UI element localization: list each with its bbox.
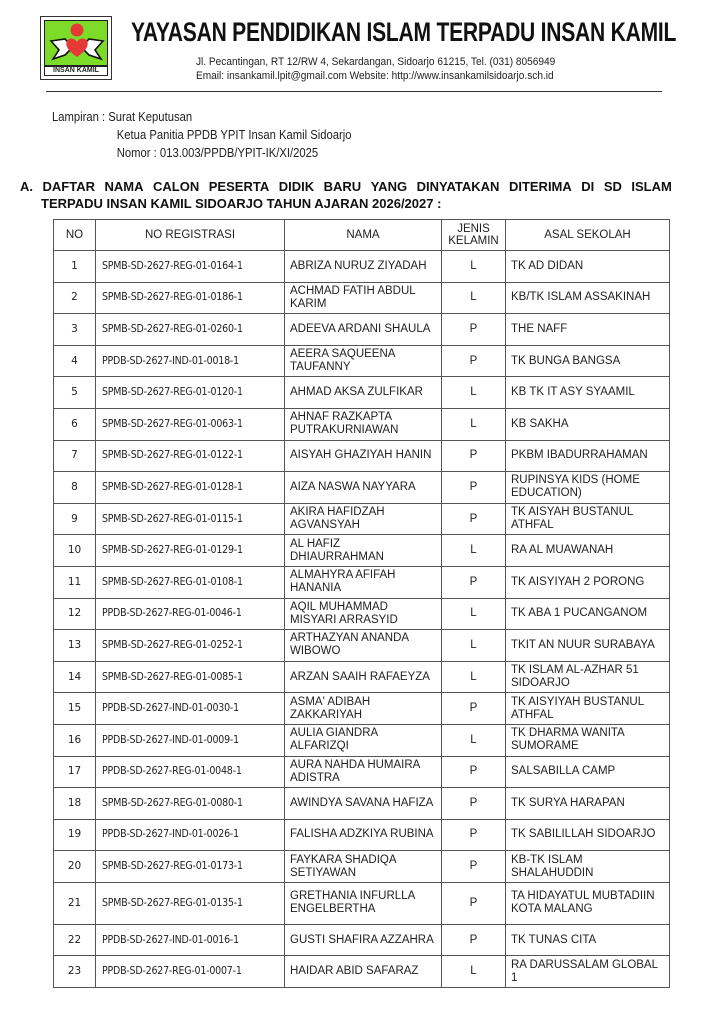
organization-contact: Email: insankamil.lpit@gmail.com Website: http://www.insankamilsidoarjo.sch.id	[196, 70, 554, 82]
table-row	[54, 472, 670, 504]
table-row	[54, 693, 670, 725]
row-number: 18	[54, 788, 96, 820]
header-origin-school: ASAL SEKOLAH	[506, 220, 670, 251]
registration-number: SPMB-SD-2627-REG-01-0252-1	[96, 630, 285, 662]
header-gender	[442, 220, 506, 251]
origin-school: TK DHARMA WANITA SUMORAME	[506, 724, 670, 756]
row-number: 17	[54, 756, 96, 788]
origin-school: SALSABILLA CAMP	[506, 756, 670, 788]
gender: L	[442, 535, 506, 567]
section-title-word: YANG	[370, 179, 408, 194]
table-row	[54, 251, 670, 283]
section-title-word: DIDIK	[278, 179, 315, 194]
registration-number: SPMB-SD-2627-REG-01-0135-1	[96, 882, 285, 924]
row-number: 14	[54, 661, 96, 693]
registration-number: SPMB-SD-2627-REG-01-0108-1	[96, 566, 285, 598]
table-row	[54, 377, 670, 409]
letterhead-divider	[46, 91, 662, 92]
registration-number: PPDB-SD-2627-REG-01-0046-1	[96, 598, 285, 630]
origin-school: TK SABILILLAH SIDOARJO	[506, 819, 670, 851]
registration-number: SPMB-SD-2627-REG-01-0080-1	[96, 788, 285, 820]
registration-number: SPMB-SD-2627-REG-01-0085-1	[96, 661, 285, 693]
gender: P	[442, 756, 506, 788]
section-title-line-2: TERPADU INSAN KAMIL SIDOARJO TAHUN AJARAN 2026/2027 :	[41, 196, 442, 211]
section-title-word: DI	[581, 179, 595, 194]
origin-school: TK ISLAM AL-AZHAR 51 SIDOARJO	[506, 661, 670, 693]
gender: P	[442, 819, 506, 851]
organization-address: Jl. Pecantingan, RT 12/RW 4, Sekardangan, Sidoarjo 61215, Tel. (031) 8056949	[196, 56, 556, 68]
section-title-word: NAMA	[104, 179, 144, 194]
origin-school: TK ABA 1 PUCANGANOM	[506, 598, 670, 630]
origin-school: KB SAKHA	[506, 408, 670, 440]
gender: P	[442, 440, 506, 472]
origin-school: TKIT AN NUUR SURABAYA	[506, 630, 670, 662]
student-name: FALISHA ADZKIYA RUBINA	[285, 819, 442, 851]
section-title-word: CALON	[153, 179, 200, 194]
registration-number: SPMB-SD-2627-REG-01-0115-1	[96, 503, 285, 535]
origin-school: TK AISYIYAH BUSTANUL ATHFAL	[506, 693, 670, 725]
table-row	[54, 503, 670, 535]
table-header-row	[54, 220, 670, 251]
registration-number: SPMB-SD-2627-REG-01-0260-1	[96, 314, 285, 346]
registration-number: SPMB-SD-2627-REG-01-0164-1	[96, 251, 285, 283]
gender: L	[442, 630, 506, 662]
table-row	[54, 345, 670, 377]
table-row	[54, 566, 670, 598]
table-row	[54, 788, 670, 820]
row-number: 12	[54, 598, 96, 630]
origin-school: KB TK IT ASY SYAAMIL	[506, 377, 670, 409]
registration-number: PPDB-SD-2627-IND-01-0009-1	[96, 724, 285, 756]
origin-school: THE NAFF	[506, 314, 670, 346]
section-title-word: DINYATAKAN	[416, 179, 500, 194]
student-name: ACHMAD FATIH ABDUL KARIM	[285, 282, 442, 314]
row-number: 19	[54, 819, 96, 851]
table-row	[54, 756, 670, 788]
row-number: 10	[54, 535, 96, 567]
section-title-word: DITERIMA	[508, 179, 572, 194]
registration-number: SPMB-SD-2627-REG-01-0120-1	[96, 377, 285, 409]
section-title-word: ISLAM	[631, 179, 672, 194]
student-name: AWINDYA SAVANA HAFIZA	[285, 788, 442, 820]
gender: P	[442, 345, 506, 377]
table-row	[54, 630, 670, 662]
accepted-students-table	[53, 219, 670, 988]
gender: L	[442, 598, 506, 630]
attachment-reference	[52, 108, 352, 162]
header-gender-line-1: JENIS	[457, 223, 490, 235]
origin-school: TK AISYIYAH 2 PORONG	[506, 566, 670, 598]
registration-number: PPDB-SD-2627-IND-01-0016-1	[96, 924, 285, 956]
student-name: AULIA GIANDRA ALFARIZQI	[285, 724, 442, 756]
gender: P	[442, 693, 506, 725]
gender: L	[442, 282, 506, 314]
gender: P	[442, 924, 506, 956]
origin-school: TK BUNGA BANGSA	[506, 345, 670, 377]
school-logo	[40, 16, 112, 80]
attachment-line-3: Nomor : 013.003/PPDB/YPIT-IK/XI/2025	[116, 146, 319, 160]
section-title-word: A.	[20, 179, 33, 194]
student-name: AURA NAHDA HUMAIRA ADISTRA	[285, 756, 442, 788]
gender: L	[442, 251, 506, 283]
row-number: 20	[54, 851, 96, 883]
registration-number: SPMB-SD-2627-REG-01-0173-1	[96, 851, 285, 883]
gender: L	[442, 724, 506, 756]
registration-number: SPMB-SD-2627-REG-01-0128-1	[96, 472, 285, 504]
table-row	[54, 314, 670, 346]
student-name: ARTHAZYAN ANANDA WIBOWO	[285, 630, 442, 662]
header-no: NO	[54, 220, 96, 251]
registration-number: PPDB-SD-2627-IND-01-0030-1	[96, 693, 285, 725]
table-row	[54, 440, 670, 472]
registration-number: PPDB-SD-2627-REG-01-0048-1	[96, 756, 285, 788]
origin-school: KB-TK ISLAM SHALAHUDDIN	[506, 851, 670, 883]
origin-school: TK TUNAS CITA	[506, 924, 670, 956]
row-number: 5	[54, 377, 96, 409]
student-name: AIZA NASWA NAYYARA	[285, 472, 442, 504]
header-name: NAMA	[285, 220, 442, 251]
row-number: 22	[54, 924, 96, 956]
attachment-line-2: Ketua Panitia PPDB YPIT Insan Kamil Sidoarjo	[116, 128, 352, 142]
student-name: GRETHANIA INFURLLA ENGELBERTHA	[285, 882, 442, 924]
registration-number: SPMB-SD-2627-REG-01-0186-1	[96, 282, 285, 314]
table-row	[54, 408, 670, 440]
row-number: 15	[54, 693, 96, 725]
student-name: GUSTI SHAFIRA AZZAHRA	[285, 924, 442, 956]
registration-number: SPMB-SD-2627-REG-01-0122-1	[96, 440, 285, 472]
table-row	[54, 282, 670, 314]
student-name: ADEEVA ARDANI SHAULA	[285, 314, 442, 346]
organization-name: YAYASAN PENDIDIKAN ISLAM TERPADU INSAN KAMIL	[131, 17, 677, 47]
row-number: 8	[54, 472, 96, 504]
student-name: AKIRA HAFIDZAH AGVANSYAH	[285, 503, 442, 535]
header-gender-line-2: KELAMIN	[448, 235, 499, 247]
header-registration: NO REGISTRASI	[96, 220, 285, 251]
origin-school: TK AISYAH BUSTANUL ATHFAL	[506, 503, 670, 535]
origin-school: PKBM IBADURRAHAMAN	[506, 440, 670, 472]
origin-school: RUPINSYA KIDS (HOME EDUCATION)	[506, 472, 670, 504]
student-name: ASMA' ADIBAH ZAKKARIYAH	[285, 693, 442, 725]
table-row	[54, 661, 670, 693]
row-number: 6	[54, 408, 96, 440]
student-name: AQIL MUHAMMAD MISYARI ARRASYID	[285, 598, 442, 630]
table-row	[54, 535, 670, 567]
origin-school: KB/TK ISLAM ASSAKINAH	[506, 282, 670, 314]
gender: P	[442, 503, 506, 535]
row-number: 23	[54, 956, 96, 988]
gender: L	[442, 956, 506, 988]
gender: P	[442, 851, 506, 883]
student-name: ABRIZA NURUZ ZIYADAH	[285, 251, 442, 283]
row-number: 2	[54, 282, 96, 314]
row-number: 21	[54, 882, 96, 924]
row-number: 3	[54, 314, 96, 346]
heart-person-icon	[45, 21, 109, 65]
section-title-word: DAFTAR	[42, 179, 95, 194]
table-row	[54, 598, 670, 630]
gender: P	[442, 472, 506, 504]
attachment-line-1: Lampiran : Surat Keputusan	[52, 110, 193, 124]
registration-number: SPMB-SD-2627-REG-01-0129-1	[96, 535, 285, 567]
student-name: FAYKARA SHADIQA SETIYAWAN	[285, 851, 442, 883]
student-name: AHMAD AKSA ZULFIKAR	[285, 377, 442, 409]
section-title-word: BARU	[323, 179, 362, 194]
row-number: 11	[54, 566, 96, 598]
section-title-word: SD	[603, 179, 622, 194]
student-name: ARZAN SAAIH RAFAEYZA	[285, 661, 442, 693]
gender: P	[442, 882, 506, 924]
student-name: HAIDAR ABID SAFARAZ	[285, 956, 442, 988]
gender: L	[442, 377, 506, 409]
origin-school: RA AL MUAWANAH	[506, 535, 670, 567]
row-number: 4	[54, 345, 96, 377]
table-row	[54, 882, 670, 924]
gender: L	[442, 661, 506, 693]
row-number: 13	[54, 630, 96, 662]
table-row	[54, 851, 670, 883]
gender: P	[442, 314, 506, 346]
section-title	[20, 178, 672, 212]
gender: P	[442, 788, 506, 820]
section-title-line-1	[20, 178, 672, 195]
student-name: AISYAH GHAZIYAH HANIN	[285, 440, 442, 472]
student-name: ALMAHYRA AFIFAH HANANIA	[285, 566, 442, 598]
table-body	[54, 251, 670, 988]
logo-emblem	[44, 20, 108, 66]
gender: P	[442, 566, 506, 598]
origin-school: TK SURYA HARAPAN	[506, 788, 670, 820]
origin-school: TK AD DIDAN	[506, 251, 670, 283]
origin-school: RA DARUSSALAM GLOBAL 1	[506, 956, 670, 988]
row-number: 7	[54, 440, 96, 472]
registration-number: PPDB-SD-2627-REG-01-0007-1	[96, 956, 285, 988]
row-number: 16	[54, 724, 96, 756]
logo-label: INSAN KAMIL	[44, 66, 108, 76]
registration-number: PPDB-SD-2627-IND-01-0018-1	[96, 345, 285, 377]
origin-school: TA HIDAYATUL MUBTADIIN KOTA MALANG	[506, 882, 670, 924]
table-row	[54, 724, 670, 756]
registration-number: SPMB-SD-2627-REG-01-0063-1	[96, 408, 285, 440]
table-row	[54, 956, 670, 988]
row-number: 1	[54, 251, 96, 283]
table-row	[54, 924, 670, 956]
row-number: 9	[54, 503, 96, 535]
gender: L	[442, 408, 506, 440]
registration-number: PPDB-SD-2627-IND-01-0026-1	[96, 819, 285, 851]
section-title-word: PESERTA	[208, 179, 270, 194]
student-name: AEERA SAQUEENA TAUFANNY	[285, 345, 442, 377]
table-row	[54, 819, 670, 851]
student-name: AHNAF RAZKAPTA PUTRAKURNIAWAN	[285, 408, 442, 440]
student-name: AL HAFIZ DHIAURRAHMAN	[285, 535, 442, 567]
